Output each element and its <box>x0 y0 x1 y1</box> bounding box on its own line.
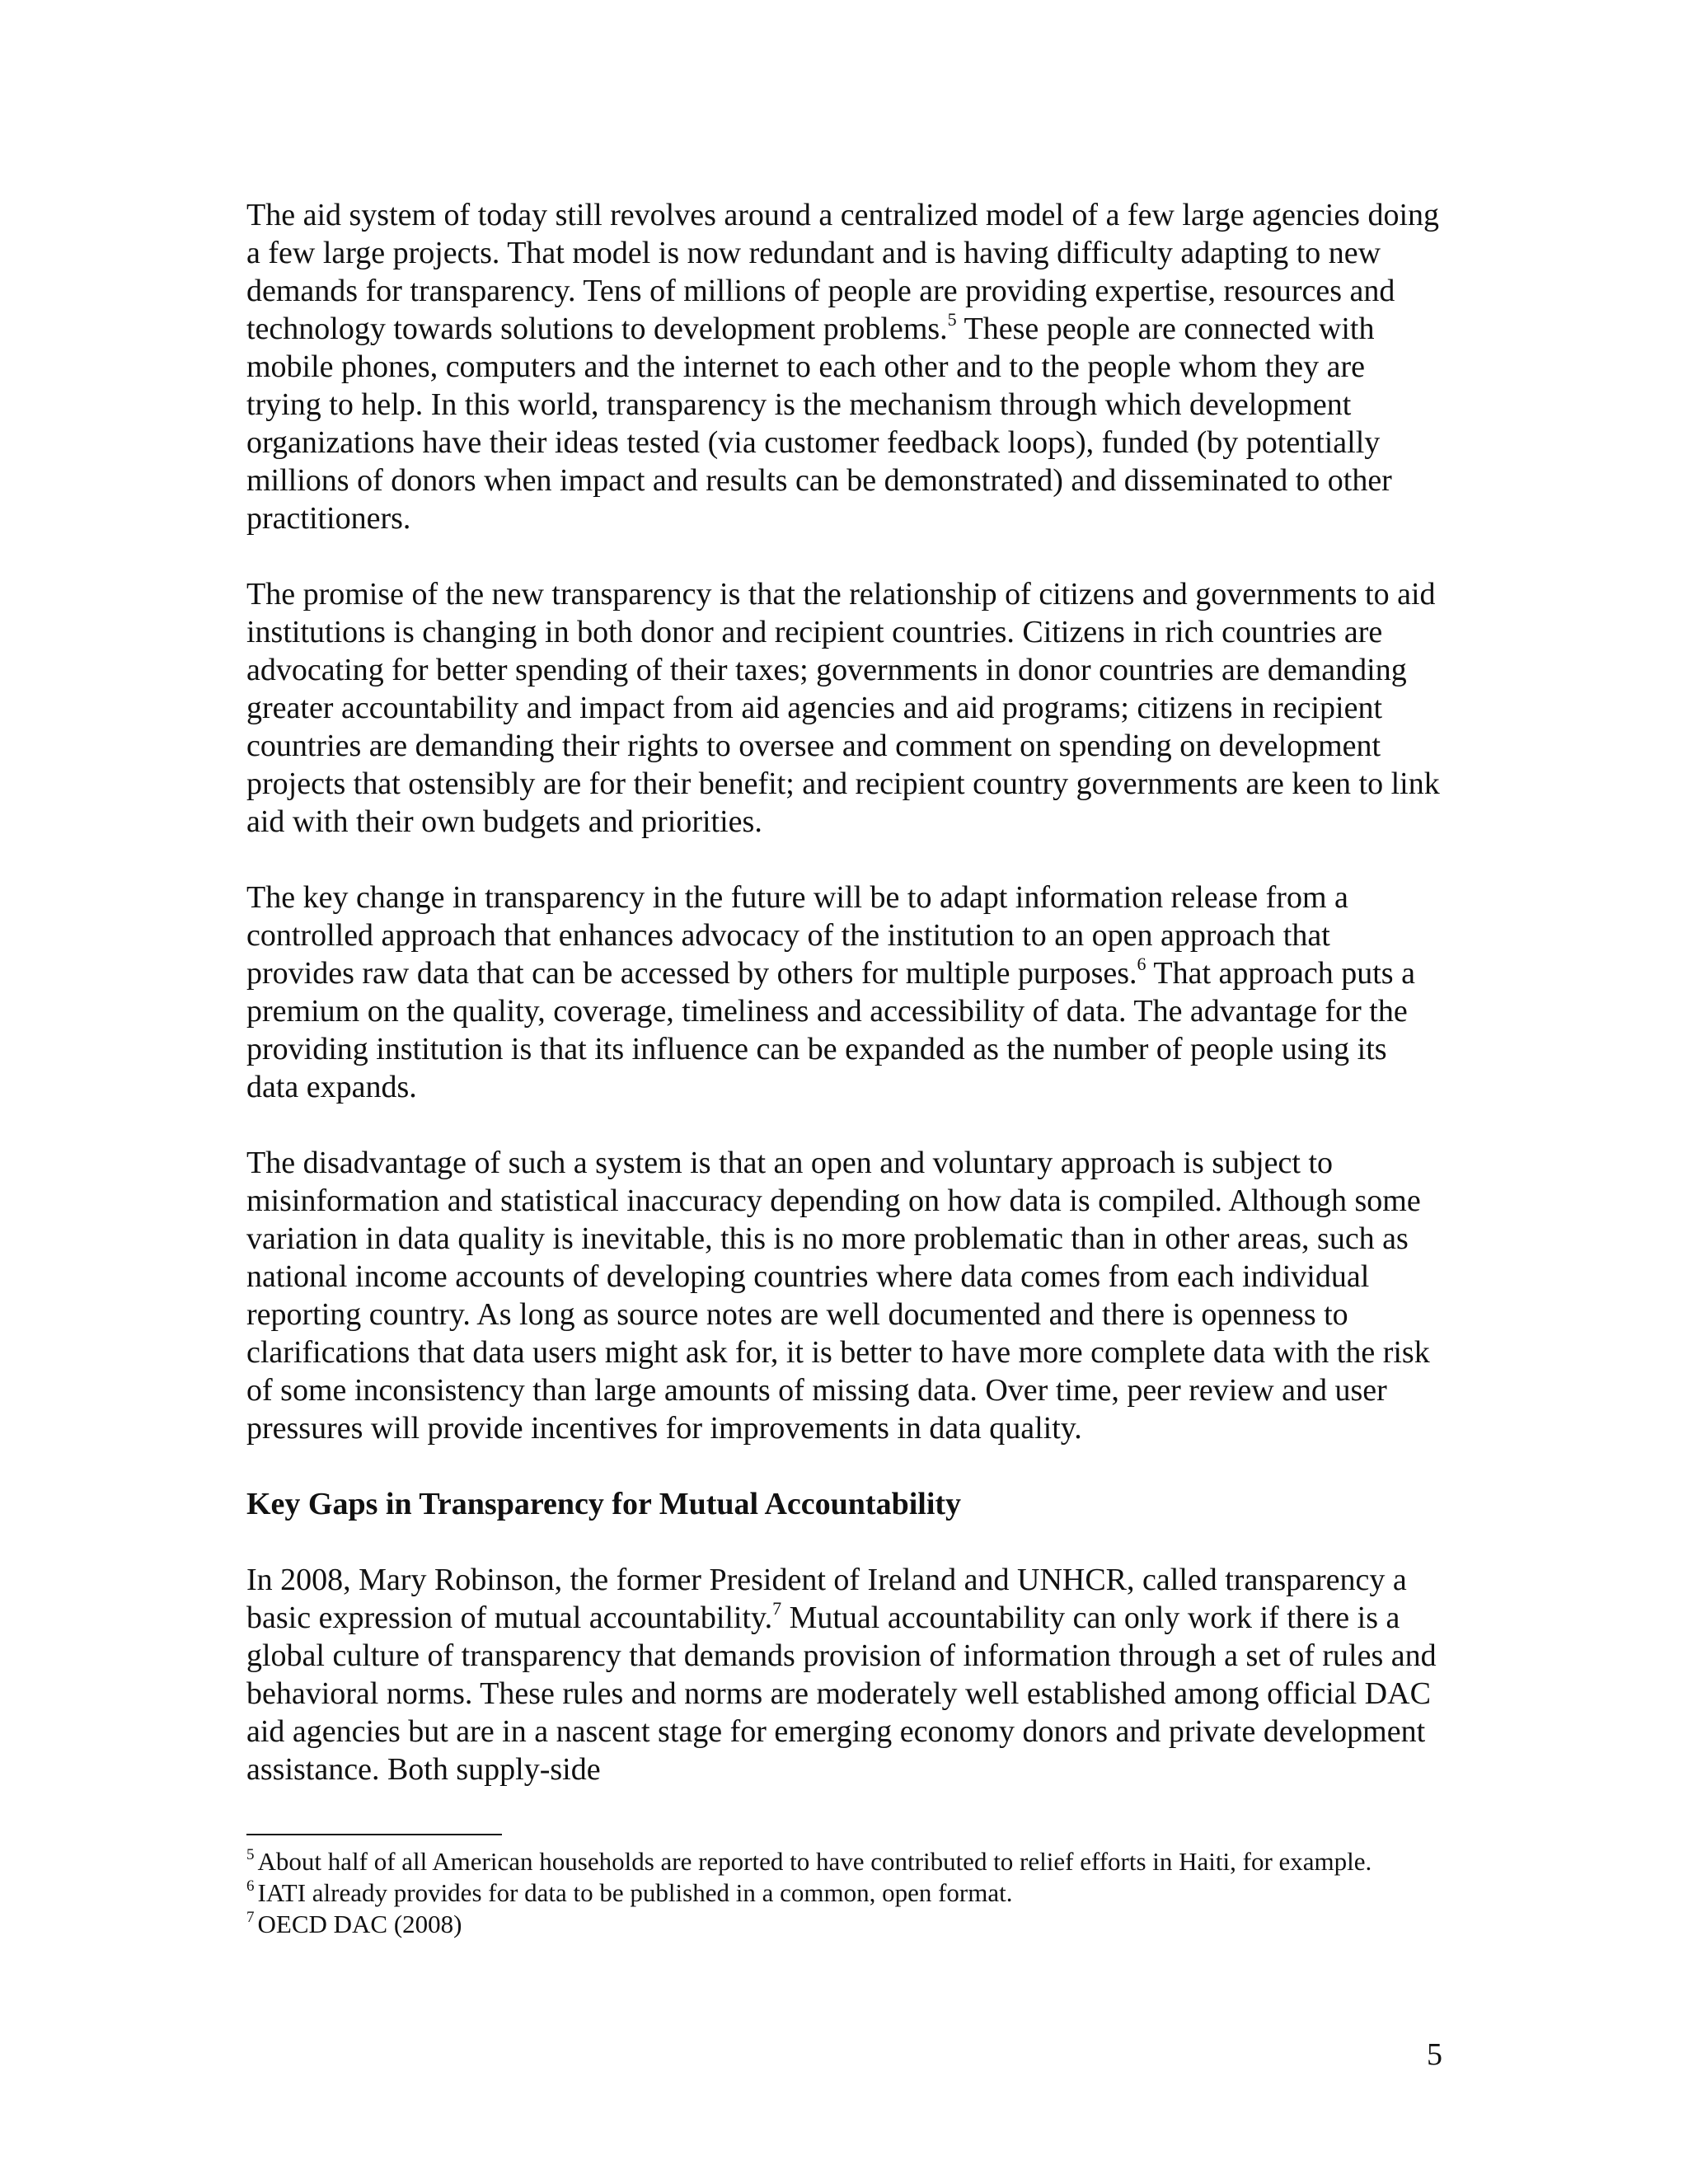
footnote-7 <box>246 1909 1443 1940</box>
footnote-ref-6[interactable]: 6 <box>1137 954 1146 975</box>
paragraph-text: These people are connected with mobile phones, computers and the internet to each other and to the people whom they are trying to help. In this world, transparency is the mechanism through which development organizations have their ideas tested (via customer feedback loops), funded (by potentially millions of donors when impact and results can be demonstrated) and disseminated to other practitioners. <box>246 312 1392 536</box>
footnote-6 <box>246 1877 1443 1909</box>
paragraph-text: That approach puts a premium on the quality, coverage, timeliness and accessibility of data. The advantage for the providing institution is that its influence can be expanded as the number of people using its data expands. <box>246 956 1415 1104</box>
page-number: 5 <box>1427 2037 1442 2072</box>
footnote-5 <box>246 1846 1443 1877</box>
paragraph-text: In 2008, Mary Robinson, the former President of Ireland and UNHCR, called transparency a basic expression of mutual accountability. <box>246 1563 1407 1635</box>
paragraph-text: Mutual accountability can only work if there is a global culture of transparency that demands provision of information through a set of rules and behavioral norms. These rules and norms are moderately well established among official DAC aid agencies but are in a nascent stage for emerging economy donors and private development assistance. Both supply-side <box>246 1601 1437 1787</box>
footnote-ref-7[interactable]: 7 <box>772 1598 782 1619</box>
paragraph-text: The key change in transparency in the future will be to adapt information release from a controlled approach that enhances advocacy of the institution to an open approach that provides raw data that can be accessed by others for multiple purposes. <box>246 880 1348 991</box>
footnotes <box>246 1846 1443 1940</box>
footnote-text: OECD DAC (2008) <box>257 1910 462 1938</box>
footnote-number: 7 <box>246 1908 255 1926</box>
footnote-separator <box>246 1834 502 1835</box>
footnote-number: 5 <box>246 1845 255 1863</box>
footnote-ref-5[interactable]: 5 <box>947 309 957 330</box>
footnote-text: IATI already provides for data to be published in a common, open format. <box>257 1878 1013 1907</box>
paragraph-mutual-accountability <box>246 1561 1443 1788</box>
paragraph-aid-system <box>246 196 1443 537</box>
paragraph-key-change <box>246 879 1443 1106</box>
paragraph-disadvantage: The disadvantage of such a system is that an open and voluntary approach is subject to misinformation and statistical inaccuracy depending on how data is compiled. Although some variation in data quality is inevitable, this is no more problematic than in other areas, such as national income accounts of developing countries where data comes from each individual reporting country. As long as source notes are well documented and there is openness to clarifications that data users might ask for, it is better to have more complete data with the risk of some inconsistency than large amounts of missing data. Over time, peer review and user pressures will provide incentives for improvements in data quality. <box>246 1146 1430 1446</box>
section-heading: Key Gaps in Transparency for Mutual Accountability <box>246 1487 962 1521</box>
paragraph-text: The aid system of today still revolves around a centralized model of a few large agencies doing a few large projects. That model is now redundant and is having difficulty adapting to new demands for transparency. Tens of millions of people are providing expertise, resources and technology towards solutions to development problems. <box>246 198 1440 346</box>
body-text <box>246 196 1443 1826</box>
paragraph-promise: The promise of the new transparency is that the relationship of citizens and governments to aid institutions is changing in both donor and recipient countries. Citizens in rich countries are advocating for better spending of their taxes; governments in donor countries are demanding greater accountability and impact from aid agencies and aid programs; citizens in recipient countries are demanding their rights to oversee and comment on spending on development projects that ostensibly are for their benefit; and recipient country governments are keen to link aid with their own budgets and priorities. <box>246 577 1440 839</box>
footnote-text: About half of all American households are reported to have contributed to relief efforts in Haiti, for example. <box>257 1847 1372 1876</box>
footnote-number: 6 <box>246 1877 255 1895</box>
